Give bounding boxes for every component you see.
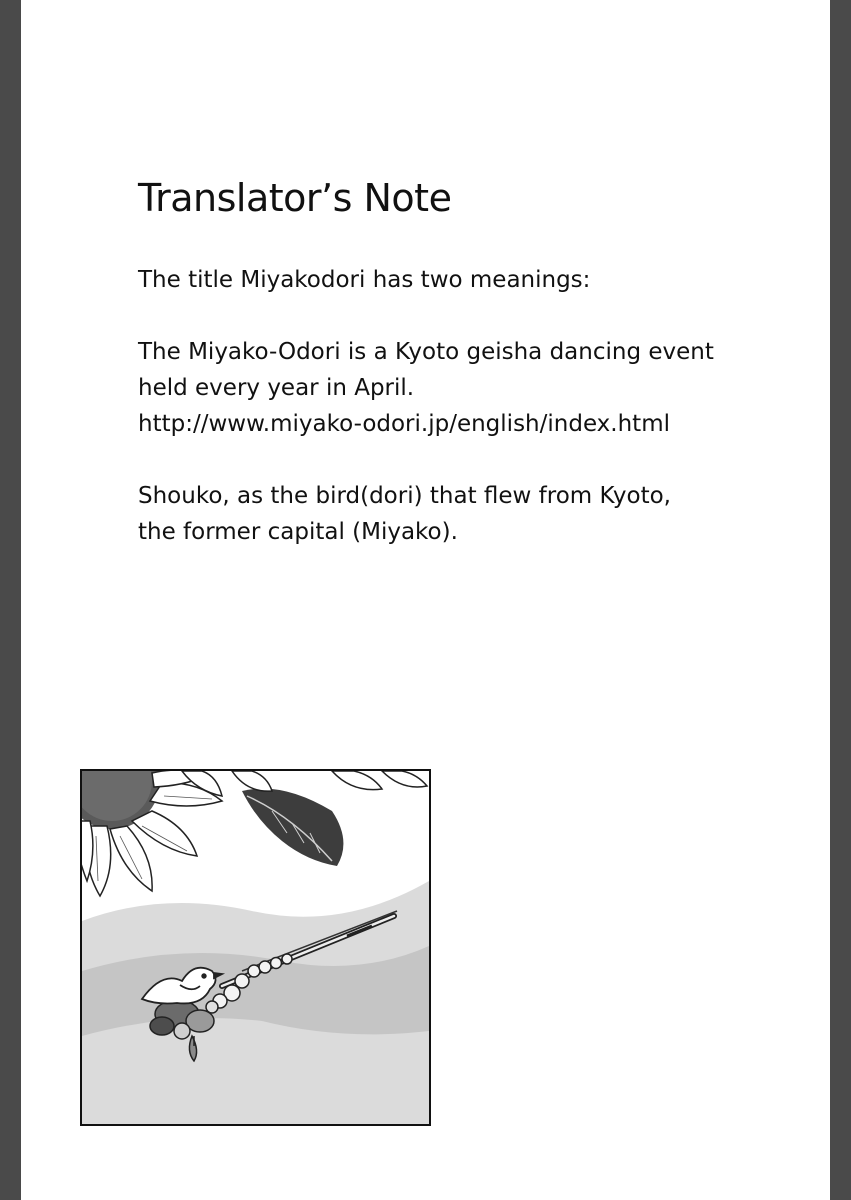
- paragraph2-line1: Shouko, as the bird(dori) that flew from Kyoto,: [138, 483, 671, 509]
- paragraph1-line2: held every year in April.: [138, 375, 415, 401]
- paragraph-miyako-odori: [138, 334, 714, 442]
- page-title: Translator’s Note: [138, 176, 452, 220]
- paragraph-shouko: [138, 478, 671, 550]
- manga-page: [21, 0, 830, 1200]
- intro-text: [138, 262, 590, 298]
- paragraph2-line2: the former capital (Miyako).: [138, 519, 458, 545]
- miyako-odori-link[interactable]: http://www.miyako-odori.jp/english/index.html: [138, 411, 670, 437]
- intro-line: The title Miyakodori has two meanings:: [138, 267, 591, 293]
- sunflower-hairpin-illustration: [80, 769, 431, 1126]
- sunflower-and-bird-hairpin-icon: [82, 771, 429, 1124]
- paragraph1-line1: The Miyako-Odori is a Kyoto geisha dancing event: [138, 339, 714, 365]
